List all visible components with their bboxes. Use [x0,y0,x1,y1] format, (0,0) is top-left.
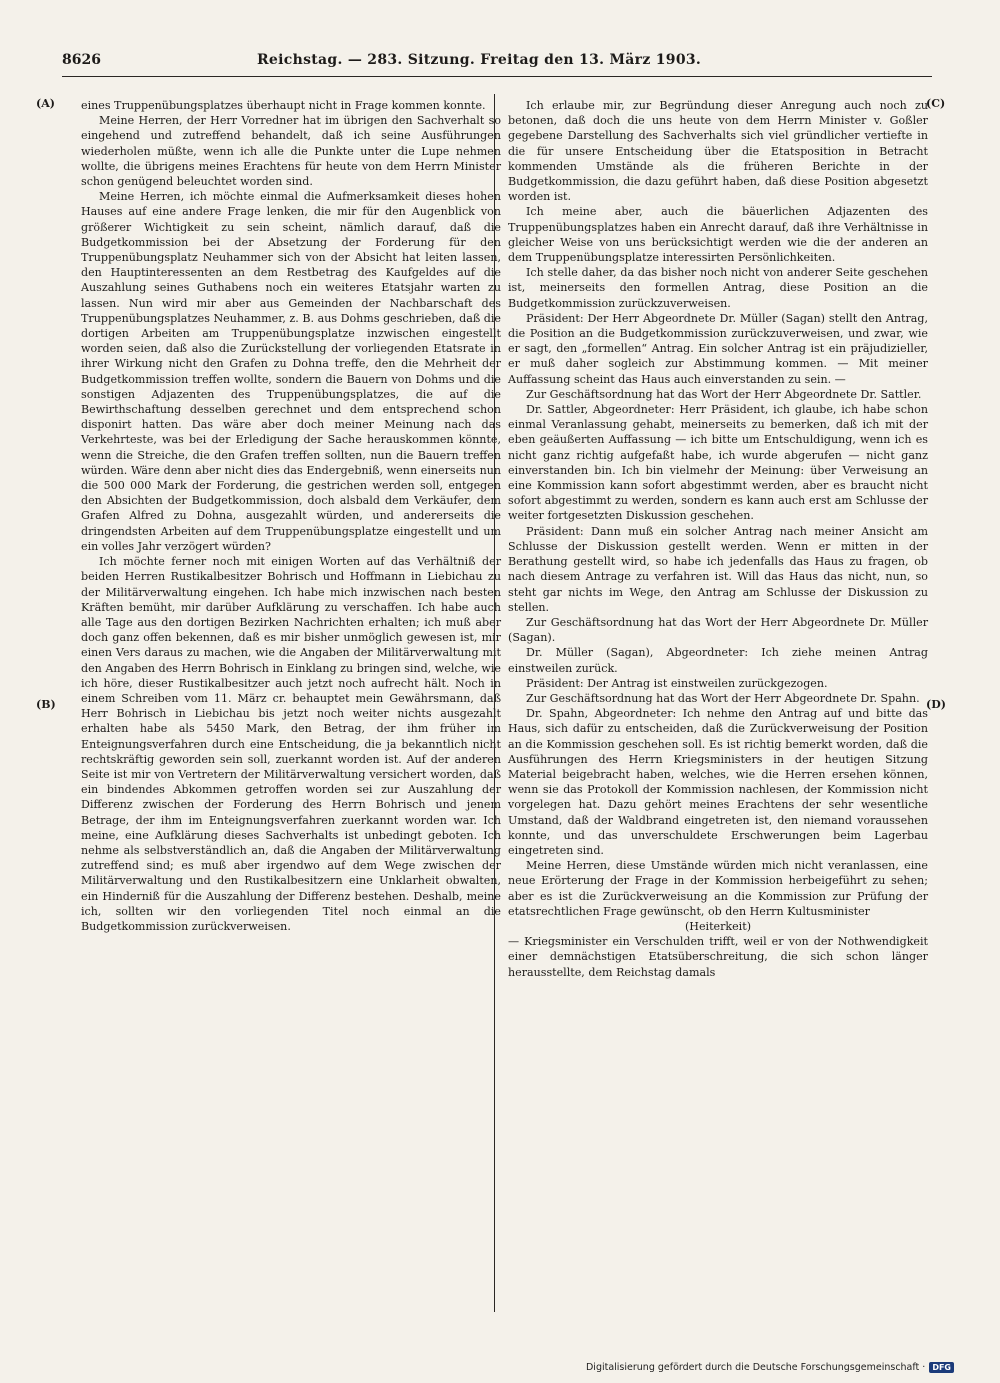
column-divider [494,94,495,1312]
speech-president: Präsident: Der Antrag ist einstweilen zurückgezogen. [526,676,828,690]
paragraph: Meine Herren, diese Umstände würden mich nicht veranlassen, eine neue Erörterung der Frage in der Kommission herbeigeführt zu sehen; aber es ist die Zurückverweisung an die Kommission zur Prüfung der etatsrechtlichen Frage gewünscht, ob den Herrn Kultusminister [508,859,928,918]
page-header [62,50,932,77]
speech-president: Präsident: Dann muß ein solcher Antrag nach meiner Ansicht am Schlusse der Diskussion gestellt werden. Wenn er mitten in der Berathung gestellt wird, so habe ich jedenfalls das Haus zu fragen, ob nach diesem Antrage zu verfahren ist. Will das Haus das nicht, nun, so steht gar nichts im Wege, den Antrag am Schlusse der Diskussion zu stellen. [508,524,928,614]
paragraph: Zur Geschäftsordnung hat das Wort der Herr Abgeordnete Dr. Müller (Sagan). [508,615,928,645]
margin-marker-c: (C) [926,97,946,110]
margin-marker-b: (B) [36,698,56,711]
dfg-logo: DFG [929,1362,954,1373]
stage-direction: (Heiterkeit) [684,919,752,933]
paragraph: Ich stelle daher, da das bisher noch nicht von anderer Seite geschehen ist, meinerseits den formellen Antrag, diese Position an die Budgetkommission zurückzuverweisen. [508,266,928,310]
footer-text: Digitalisierung gefördert durch die Deutsche Forschungsgemeinschaft · [585,1362,926,1373]
paragraph: Ich meine aber, auch die bäuerlichen Adjazenten des Truppenübungsplatzes haben ein Anrecht darauf, daß ihre Verhältnisse in gleicher Weise von uns berücksichtigt werden wie die der anderen an dem Truppenübungsplatze interessirten Persönlichkeiten. [508,205,928,265]
speech-spahn: Dr. Spahn, Abgeordneter: Ich nehme den Antrag auf und bitte das Haus, sich dafür zu entscheiden, daß die Zurückverweisung der Position an die Kommission geschehen soll. Es ist richtig bemerkt worden, daß die Ausführungen des Herrn Kriegsministers in der heutigen Sitzung Material beigebracht haben, welches, wie die Herren ersehen können, wenn sie das Protokoll der Kommission nachlesen, der Kommission nicht vorgelegen hat. Dazu gehört meines Erachtens der sehr wesentliche Umstand, daß der Waldbrand eingetreten ist, den niemand voraussehen konnte, und das unverschuldete Erschwerungen beim Lagerbau eingetreten sind. [508,707,928,857]
footer [586,1362,954,1373]
paragraph: Zur Geschäftsordnung hat das Wort der Herr Abgeordnete Dr. Spahn. [526,691,920,705]
speech-sattler: Dr. Sattler, Abgeordneter: Herr Präsident, ich glaube, ich habe schon einmal Veranlassung gehabt, meinerseits zu bemerken, daß ich mit der eben geäußerten Auffassung — ich bitte um Entschuldigung, wenn ich es nicht ganz richtig aufgefaßt habe, ich wurde abgerufen — nicht ganz einverstanden bin. Ich bin vielmehr der Meinung: über Verweisung an eine Kommission kann sofort abgestimmt werden, aber es braucht nicht sofort abgestimmt zu werden, sondern es kann auch erst am Schlusse der weiter fortgesetzten Diskussion geschehen. [508,403,928,523]
paragraph: Zur Geschäftsordnung hat das Wort der Herr Abgeordnete Dr. Sattler. [526,387,922,401]
paragraph: Meine Herren, der Herr Vorredner hat im übrigen den Sachverhalt so eingehend und zutreffend behandelt, daß ich seine Ausführungen wiederholen müßte, wenn ich alle die Punkte unter die Lupe nehmen wollte, die übrigens meines Erachtens für heute von dem Herrn Minister schon genügend beleuchtet worden sind. [81,114,501,189]
speech-president: Präsident: Der Herr Abgeordnete Dr. Müller (Sagan) stellt den Antrag, die Position an die Budgetkommission zurückzuverweisen, und zwar, wie er sagt, den „formellen“ Antrag. Ein solcher Antrag ist ein präjudizieller, er muß daher sogleich zur Abstimmung kommen. — Mit meiner Auffassung scheint das Haus auch einverstanden zu sein. — [508,311,928,386]
paragraph: Meine Herren, ich möchte einmal die Aufmerksamkeit dieses hohen Hauses auf eine andere Frage lenken, die mir für den Augenblick von größerer Wichtigkeit zu sein scheint, nämlich darauf, daß die Budgetkommission bei der Absetzung der Forderung für den Truppenübungsplatz Neuhammer sich von der Absicht hat leiten lassen, den Hauptinteressenten an dem Restbetrag des Kaufgeldes auf die Auszahlung seines Guthabens noch ein weiteres Etatsjahr warten zu lassen. Nun wird mir aber aus Gemeinden der Nachbarschaft des Truppenübungsplatzes Neuhammer, z. B. aus Dohms geschrieben, daß die dortigen Arbeiten am Truppenübungsplatze inzwischen eingestellt worden seien, daß also die Zurückstellung der vorliegenden Etatsrate in ihrer Wirkung nicht den Grafen zu Dohna treffe, den die Mehrheit der Budgetkommission treffen wollte, sondern die Bauern von Dohms und die sonstigen Adjazenten des Truppenübungsplatzes, die auf die Bewirthschaftung desselben gerechnet und dem entsprechend schon disponirt hatten. Das wäre aber doch meiner Meinung nach das Verkehrteste, was bei der Erledigung der Sache herauskommen könnte, wenn die Streiche, die den Grafen treffen sollten, nun die Bauern treffen würden. Wäre denn aber nicht dies das Endergebniß, wenn einerseits nun die 500 000 Mark der Forderung, die gestrichen werden soll, entgegen den Absichten der Budgetkommission, doch alsbald dem Verkäufer, dem Grafen Alfred zu Dohna, ausgezahlt würden, und andererseits die dringendsten Arbeiten auf dem Truppenübungsplatze eingestellt und um ein volles Jahr verzögert würden? [81,190,501,553]
speech-mueller: Dr. Müller (Sagan), Abgeordneter: Ich ziehe meinen Antrag einstweilen zurück. [508,646,928,675]
running-title: Reichstag. — 283. Sitzung. Freitag den 13. März 1903. [257,52,702,68]
margin-marker-d: (D) [926,698,946,711]
right-column [508,98,928,980]
paragraph: eines Truppenübungsplatzes überhaupt nicht in Frage kommen konnte. [81,99,486,112]
page-number: 8626 [62,52,101,68]
left-column [81,98,501,934]
margin-marker-a: (A) [36,97,55,110]
paragraph: Ich erlaube mir, zur Begründung dieser Anregung auch noch zu betonen, daß doch die uns heute von dem Herrn Minister v. Goßler gegebene Darstellung des Sachverhalts sich viel gründlicher vertiefte in die für unsere Entscheidung über die Etatsposition in Betracht kommenden Umstände als die früheren Berichte in der Budgetkommission, die dazu geführt haben, daß diese Position abgesetzt worden ist. [508,99,928,204]
paragraph: Ich möchte ferner noch mit einigen Worten auf das Verhältniß der beiden Herren Rustikalbesitzer Bohrisch und Hoffmann in Liebichau zu der Militärverwaltung eingehen. Ich habe mich inzwischen nach besten Kräften bemüht, mir darüber Aufklärung zu verschaffen. Ich habe auch alle Tage aus den dortigen Bezirken Nachrichten erhalten; ich muß aber doch ganz offen bekennen, daß es mir bisher unmöglich gewesen ist, mir einen Vers daraus zu machen, wie die Angaben der Militärverwaltung mit den Angaben des Herrn Bohrisch in Einklang zu bringen sind, welche, wie ich höre, dieser Rustikalbesitzer auch jetzt noch aufrecht hält. Noch in einem Schreiben vom 11. März cr. behauptet mein Gewährsmann, daß Herr Bohrisch in Liebichau bis jetzt noch weiter nichts ausgezahlt erhalten habe als 5450 Mark, den Betrag, der ihm früher im Enteignungsverfahren durch eine Entscheidung, die ja bekanntlich nicht rechtskräftig geworden sein soll, zuerkannt worden ist. Auf der anderen Seite ist mir von Vertretern der Militärverwaltung versichert worden, daß ein bindendes Abkommen getroffen worden sei zur Auszahlung der Differenz zwischen der Forderung des Herrn Bohrisch und jenem Betrage, der ihm im Enteignungsverfahren zuerkannt worden war. Ich meine, eine Aufklärung dieses Sachverhalts ist unbedingt geboten. Ich nehme als selbstverständlich an, daß die Angaben der Militärverwaltung zutreffend sind; es muß aber irgendwo auf dem Wege zwischen der Militärverwaltung und den Rustikalbesitzern eine Unklarheit obwalten, ein Hinderniß für die Auszahlung der Differenz bestehen. Deshalb, meine ich, sollten wir den vorliegenden Titel noch einmal an die Budgetkommission zurückverweisen. [81,555,501,933]
paragraph: — Kriegsminister ein Verschulden trifft, weil er von der Nothwendigkeit einer demnächstigen Etatsüberschreitung, die sich schon länger herausstellte, dem Reichstag damals [508,935,928,979]
